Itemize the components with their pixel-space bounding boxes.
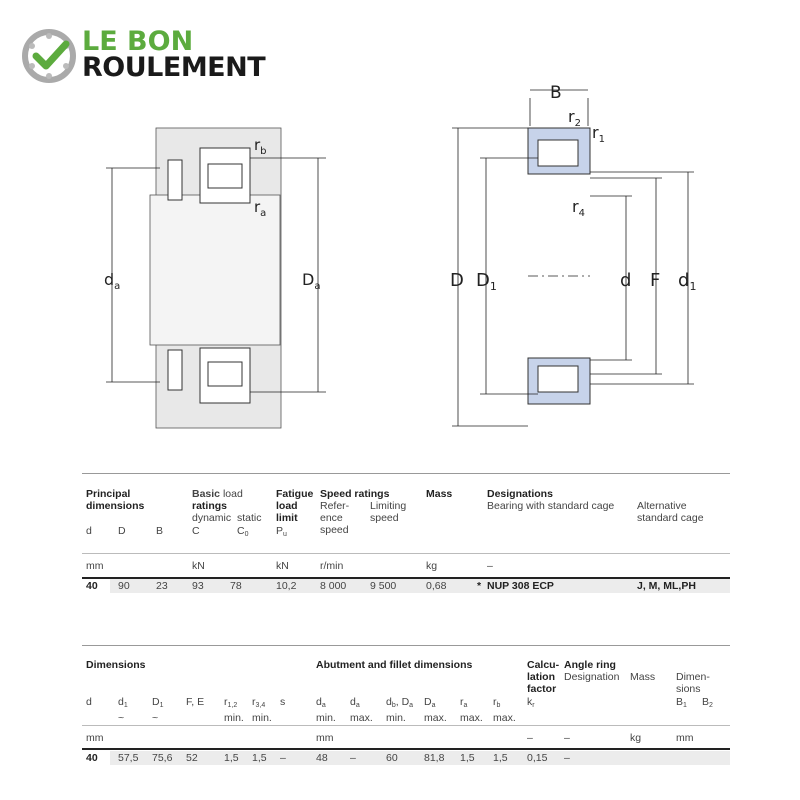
- cell2-kr: 0,15: [527, 752, 548, 764]
- col2-kr: $k_r$: [527, 696, 535, 709]
- unit2-mm-2: mm: [316, 732, 334, 744]
- bearing-check-logo-icon: [22, 28, 78, 84]
- col2-D1: $D_1$ ~: [152, 696, 164, 724]
- col2-da-max: $d_a$ max.: [350, 696, 373, 724]
- header-dynamic: dynamic: [192, 512, 232, 524]
- unit-mm: mm: [86, 560, 104, 572]
- header-angle-dims: Dimen-: [676, 671, 710, 683]
- col2-d1: $d_1$ ~: [118, 696, 128, 724]
- col2-FE: F, E: [186, 696, 205, 708]
- header-reference-2: ence: [320, 512, 343, 524]
- header-reference-3: speed: [320, 524, 349, 536]
- col2-B2: $B_2$: [702, 696, 713, 709]
- label-Da: $D_a$: [302, 270, 321, 292]
- header-ratings: ratings: [192, 500, 228, 512]
- unit-kg: kg: [426, 560, 438, 572]
- header-calc: Calcu-: [527, 659, 560, 671]
- cell-lim-speed: 9 500: [370, 580, 397, 592]
- header-mass: Mass: [426, 488, 453, 500]
- header-dimensions: dimensions: [86, 500, 145, 512]
- logo-text-roulement: ROULEMENT: [82, 52, 266, 83]
- header-limiting-2: speed: [370, 512, 399, 524]
- col-d: d: [86, 525, 92, 537]
- unit2-mm: mm: [86, 732, 104, 744]
- header-speed-ratings: Speed ratings: [320, 488, 390, 500]
- col-Pu: $P_u$: [276, 525, 287, 538]
- unit2-dash: –: [527, 732, 533, 744]
- col2-r34: $r_{3,4}$ min.: [252, 696, 272, 724]
- cell-star: *: [477, 580, 482, 592]
- mounting-drawing: [100, 120, 340, 440]
- label-rb: $r_b$: [254, 136, 267, 157]
- header-abutment: Abutment and fillet dimensions: [316, 659, 473, 671]
- cell-alt-cage: J, M, ML,PH: [637, 580, 696, 592]
- col-C0: $C_0$: [237, 525, 249, 538]
- header-reference: Refer-: [320, 500, 350, 512]
- col2-Da-max: $D_a$ max.: [424, 696, 447, 724]
- col2-s: s: [280, 696, 286, 708]
- col2-d: d: [86, 696, 92, 708]
- header-static: static: [237, 512, 262, 524]
- label-B: B: [550, 83, 562, 103]
- header-basic-load: Basic load: [192, 488, 243, 500]
- cell-ref-speed: 8 000: [320, 580, 347, 592]
- bearing-section-drawing: [440, 78, 720, 438]
- col2-da-min: $d_a$ min.: [316, 696, 336, 724]
- logo-text-le-bon: LE BON: [82, 26, 194, 57]
- header-principal: Principal: [86, 488, 131, 500]
- unit-kn-2: kN: [276, 560, 289, 572]
- header-dimensions-2: Dimensions: [86, 659, 146, 671]
- unit-rmin: r/min: [320, 560, 344, 572]
- unit-kn: kN: [192, 560, 205, 572]
- cell2-D1: 75,6: [152, 752, 173, 764]
- col2-rb-max: $r_b$ max.: [493, 696, 516, 724]
- col2-r12: $r_{1,2}$ min.: [224, 696, 244, 724]
- col-D: D: [118, 525, 126, 537]
- label-r2: $r_2$: [568, 107, 581, 129]
- label-F: F: [650, 270, 661, 291]
- cell2-angle-ring: –: [564, 752, 570, 764]
- cell2-r34: 1,5: [252, 752, 267, 764]
- col2-B1: $B_1$: [676, 696, 687, 709]
- cell2-ra-max: 1,5: [460, 752, 475, 764]
- header-bearing-std-cage: Bearing with standard cage: [487, 500, 615, 512]
- header-limit: limit: [276, 512, 298, 524]
- col2-db-Da-min: $d_b$, $D_a$ min.: [386, 696, 414, 724]
- cell-designation[interactable]: NUP 308 ECP: [487, 580, 554, 592]
- header-load: load: [276, 500, 298, 512]
- label-r4: $r_4$: [572, 197, 585, 219]
- unit2-dash-2: –: [564, 732, 570, 744]
- header-alternative-2: standard cage: [637, 512, 704, 524]
- col-B: B: [156, 525, 164, 537]
- cell-D: 90: [118, 580, 130, 592]
- cell-B: 23: [156, 580, 168, 592]
- label-ra: $r_a$: [254, 198, 267, 219]
- cell2-dbDa-min: 60: [386, 752, 398, 764]
- header-angle-dims-2: sions: [676, 683, 701, 695]
- label-d: d: [620, 270, 632, 291]
- header-angle-designation: Designation: [564, 671, 620, 683]
- col-C: C: [192, 525, 200, 537]
- cell-C0: 78: [230, 580, 242, 592]
- header-fatigue: Fatigue: [276, 488, 314, 500]
- cell-Pu: 10,2: [276, 580, 297, 592]
- cell2-da-min: 48: [316, 752, 328, 764]
- header-calc-2: lation: [527, 671, 555, 683]
- unit-dash: –: [487, 560, 493, 572]
- cell2-da-max: –: [350, 752, 356, 764]
- header-designations: Designations: [487, 488, 553, 500]
- label-d1: $d_1$: [678, 270, 697, 293]
- header-limiting: Limiting: [370, 500, 407, 512]
- col2-ra-max: $r_a$ max.: [460, 696, 483, 724]
- cell2-r12: 1,5: [224, 752, 239, 764]
- cell2-FE: 52: [186, 752, 198, 764]
- label-r1: $r_1$: [592, 123, 605, 145]
- unit2-kg: kg: [630, 732, 642, 744]
- cell2-d: 40: [86, 752, 98, 764]
- cell2-d1: 57,5: [118, 752, 139, 764]
- header-angle-mass: Mass: [630, 671, 656, 683]
- cell-d: 40: [86, 580, 98, 592]
- header-angle-ring: Angle ring: [564, 659, 616, 671]
- cell-C: 93: [192, 580, 204, 592]
- header-calc-3: factor: [527, 683, 557, 695]
- unit2-mm-3: mm: [676, 732, 694, 744]
- header-alternative: Alternative: [637, 500, 687, 512]
- cell2-Da-max: 81,8: [424, 752, 445, 764]
- cell-mass: 0,68: [426, 580, 447, 592]
- label-D: D: [450, 270, 464, 291]
- cell2-rb-max: 1,5: [493, 752, 508, 764]
- label-D1: $D_1$: [476, 270, 497, 293]
- label-da: $d_a$: [104, 270, 121, 292]
- cell2-s: –: [280, 752, 286, 764]
